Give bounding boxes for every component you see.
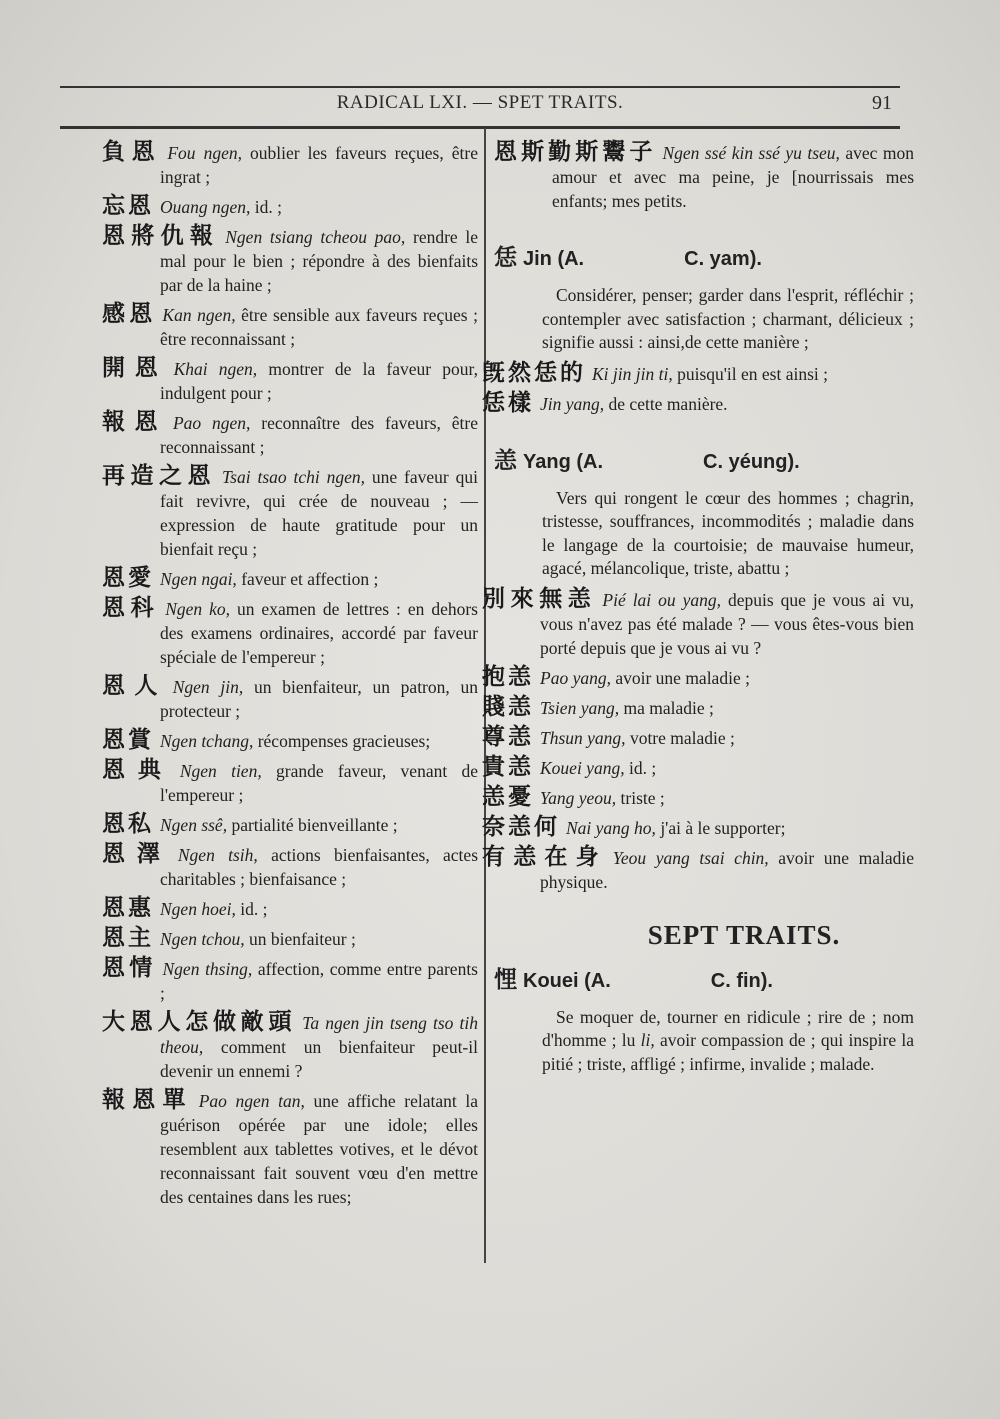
- definition-italic: li,: [640, 1030, 655, 1050]
- entry-definition: oublier les faveurs reçues, être ingrat ;: [160, 143, 478, 187]
- entry-romanization: Yang yeou,: [540, 787, 617, 808]
- radical-cantonese: C. fin).: [710, 969, 773, 992]
- entry-chinese: 恩將仇報: [102, 223, 220, 249]
- entry-chinese: 恩情: [102, 955, 157, 981]
- definition-part: avoir compassion de ; qui inspire la pitié ; triste, affligé ; infirme, invalide ; malade.: [542, 1030, 915, 1074]
- entry-definition: id. ;: [235, 899, 268, 919]
- entry-romanization: Kouei yang,: [540, 757, 625, 778]
- entry-romanization: Ouang ngen,: [160, 197, 251, 217]
- entry: [102, 464, 478, 561]
- entry-chinese: 旣然恁的: [482, 359, 586, 386]
- entry: [102, 758, 478, 807]
- entry-romanization: Ngen jin,: [172, 677, 244, 697]
- entry-romanization: Ngen ssé kin ssé yu tseu,: [662, 143, 840, 163]
- entry-chinese: 抱恙: [482, 663, 534, 690]
- entry-definition: puisqu'il en est ainsi ;: [672, 363, 829, 384]
- entry-chinese: 大恩人怎做敵頭: [102, 1009, 297, 1035]
- entry-romanization: Ngen thsing,: [162, 959, 253, 979]
- entry-chinese: 恩人: [102, 673, 167, 699]
- entry: [482, 663, 914, 690]
- entry-chinese: 恩主: [102, 925, 154, 951]
- entry-romanization: Pao ngen tan,: [198, 1091, 305, 1111]
- entry-romanization: Ngen tsiang tcheou pao,: [225, 227, 406, 247]
- entry-romanization: Ngen hoei,: [160, 899, 236, 919]
- radical-cantonese: C. yéung).: [703, 450, 800, 473]
- entry-romanization: Thsun yang,: [540, 727, 626, 748]
- entry: [102, 1088, 478, 1209]
- radical-cantonese: C. yam).: [684, 248, 762, 270]
- radical-definition: [542, 1006, 914, 1077]
- entry-romanization: Ngen ssê,: [160, 815, 228, 835]
- entry: [102, 224, 478, 297]
- entry: [102, 140, 478, 189]
- entry: [102, 896, 478, 921]
- entry-romanization: Ta ngen jin tseng tso tih theou,: [160, 1013, 478, 1057]
- entry-definition: avoir une maladie physique.: [540, 847, 915, 892]
- entry-romanization: Jin yang,: [540, 393, 605, 414]
- entry-definition: id. ;: [624, 757, 657, 778]
- entry-romanization: Ngen tien,: [179, 761, 262, 781]
- definition-part: Se moquer de, tourner en ridicule ; rire de ; nom d'homme ; lu: [542, 1006, 914, 1050]
- entry-chinese: 恙憂: [482, 783, 534, 810]
- entry: [482, 843, 915, 894]
- entry-definition: faveur et affection ;: [236, 569, 379, 589]
- radical-definition: Vers qui rongent le cœur des hommes ; chagrin, tristesse, souffrances, incommodités ; maladie dans le langage de la courtoisie; de mauvaise humeur, agacé, mélancolique, triste, abattu ;: [542, 487, 914, 578]
- entry-definition: de cette manière.: [604, 393, 728, 414]
- entry-romanization: Yeou yang tsai chin,: [612, 847, 769, 868]
- radical-definition: Considérer, penser; garder dans l'esprit, réfléchir ; contempler avec satisfaction ; charmant, délicieux ; signifie aussi : ainsi,de cette manière ;: [542, 285, 914, 352]
- entry-chinese: 負恩: [102, 139, 162, 165]
- entry-definition: triste ;: [616, 787, 665, 808]
- entry: [102, 842, 478, 891]
- entry: [482, 723, 914, 750]
- entry-chinese: 恩惠: [102, 895, 154, 921]
- entry: [102, 674, 478, 723]
- entry-definition: avoir une maladie ;: [610, 667, 750, 688]
- jin-entries: [482, 359, 914, 416]
- header-rule-bottom: [60, 126, 900, 129]
- entry-definition: grande faveur, venant de l'empereur ;: [160, 761, 479, 805]
- section-title: SEPT TRAITS.: [647, 919, 841, 950]
- entry: [482, 693, 914, 720]
- entry-chinese: 恩澤: [102, 841, 172, 867]
- entry-definition: un bienfaiteur, un patron, un protecteur ;: [160, 677, 478, 721]
- entry-romanization: Ki jin jin ti,: [592, 363, 673, 384]
- running-head: RADICAL LXI. — SPET TRAITS.: [336, 92, 624, 113]
- entry: [102, 1010, 478, 1083]
- entry-romanization: Tsien yang,: [540, 697, 620, 718]
- entry-romanization: Khai ngen,: [173, 359, 258, 379]
- header-rule-top: [60, 86, 900, 88]
- entry-romanization: Ngen tsih,: [177, 845, 258, 865]
- entry-romanization: Tsai tsao tchi ngen,: [222, 467, 366, 487]
- entry: [102, 410, 478, 459]
- entry-definition: récompenses gracieuses;: [253, 731, 431, 751]
- entry-definition: un bienfaiteur ;: [244, 929, 356, 949]
- entry: [102, 812, 478, 837]
- entry: [482, 813, 914, 840]
- entry-chinese: 有恙在身: [482, 843, 607, 870]
- entry-romanization: Ngen ko,: [165, 599, 230, 619]
- entry-romanization: Ngen tchou,: [160, 929, 245, 949]
- entry-definition: une faveur qui fait revivre, qui crée de nouveau ; — expression de haute gratitude pour un bienfait reçu ;: [160, 467, 478, 559]
- entry-chinese: 再造之恩: [102, 463, 217, 489]
- entry-definition: depuis que je vous ai vu, vous n'avez pas été malade ? — vous êtes-vous bien porté depuis que je vous ai vu ?: [540, 589, 915, 658]
- entry-chinese: 報恩單: [102, 1087, 193, 1113]
- entry-definition: partialité bienveillante ;: [227, 815, 398, 835]
- entry-chinese: 貴恙: [482, 753, 534, 780]
- entry-chinese: 報恩: [102, 409, 167, 435]
- entry: [102, 596, 478, 669]
- entry-definition: id. ;: [250, 197, 283, 217]
- entry-definition: avec mon amour et avec ma peine, je [nourrissais mes enfants; mes petits.: [552, 143, 914, 211]
- entry-romanization: Ngen ngai,: [160, 569, 237, 589]
- radical-heading-kouei: [494, 961, 914, 994]
- entry: [102, 926, 478, 951]
- entry: [102, 728, 478, 753]
- entry-romanization: Ngen tchang,: [160, 731, 254, 751]
- radical-name: Yang (A.: [523, 450, 604, 473]
- entry-definition: rendre le mal pour le bien ; répondre à des bienfaits par de la haine ;: [160, 227, 479, 295]
- entry-definition: une affiche relatant la guérison opérée par une idole; elles resemblent aux tablettes votives, et le dévot reconnaissant fait souvent vœu d'en mettre des centaines dans les rues;: [160, 1091, 479, 1207]
- entry: [482, 389, 914, 416]
- entry-chinese: 恩典: [102, 757, 174, 783]
- entry-definition: actions bienfaisantes, actes charitables ; bienfaisance ;: [160, 845, 478, 889]
- radical-heading-jin: [494, 239, 914, 272]
- entry-definition: comment un bienfaiteur peut-il devenir un ennemi ?: [160, 1037, 478, 1081]
- entry: [102, 956, 478, 1005]
- entry-chinese: 賤恙: [482, 693, 534, 720]
- entry-romanization: Pao ngen,: [172, 413, 251, 433]
- entry-chinese: 尊恙: [482, 723, 534, 750]
- entry: [482, 359, 914, 386]
- entry-chinese: 忘恩: [102, 193, 154, 219]
- entry-definition: reconnaître des faveurs, être reconnaissant ;: [160, 413, 478, 457]
- entry-chinese: 別來無恙: [482, 585, 597, 612]
- entry-definition: un examen de lettres : en dehors des examens ordinaires, accordé par faveur spéciale de l'empereur ;: [160, 599, 478, 667]
- entry-romanization: Kan ngen,: [162, 305, 236, 325]
- entry-definition: votre maladie ;: [625, 727, 735, 748]
- entry-romanization: Fou ngen,: [167, 143, 242, 163]
- entry: [102, 566, 478, 591]
- entry: [102, 302, 478, 351]
- entry-chinese: 奈恙何: [482, 813, 560, 840]
- entry: [482, 585, 915, 660]
- entry-definition: ma maladie ;: [619, 697, 714, 718]
- radical-name: Kouei (A.: [523, 969, 611, 992]
- entry-romanization: Pié lai ou yang,: [602, 589, 722, 610]
- entry-definition: affection, comme entre parents ;: [160, 959, 478, 1003]
- right-column: [482, 139, 915, 1082]
- radical-char: 恁: [494, 245, 517, 271]
- radical-char: 悝: [494, 966, 517, 993]
- entry-chinese: 恩斯勤斯鬻子: [494, 139, 657, 165]
- entry-chinese: 開恩: [102, 355, 168, 381]
- entry: [102, 194, 478, 219]
- entry-definition: être sensible aux faveurs reçues ; être reconnaissant ;: [160, 305, 478, 349]
- entry: [482, 783, 914, 810]
- entry-definition: j'ai à le supporter;: [655, 817, 786, 838]
- entry-chinese: 恁樣: [482, 389, 534, 416]
- page-number: 91: [872, 92, 892, 114]
- entry-chinese: 恩愛: [102, 565, 154, 591]
- entry: [482, 753, 914, 780]
- radical-name: Jin (A.: [523, 248, 585, 270]
- radical-char: 恙: [494, 447, 517, 474]
- radical-heading-yang: [494, 442, 914, 475]
- entry-chinese: 恩私: [102, 811, 154, 837]
- entry-chinese: 恩科: [102, 595, 160, 621]
- entry-romanization: Nai yang ho,: [566, 817, 656, 838]
- left-column: [102, 140, 478, 1214]
- entry: [102, 356, 478, 405]
- yang-entries: [482, 585, 915, 894]
- entry-definition: montrer de la faveur pour, indulgent pour ;: [160, 359, 478, 403]
- entry-romanization: Pao yang,: [540, 667, 611, 688]
- entry-chinese: 感恩: [102, 301, 157, 327]
- entry-chinese: 恩賞: [102, 727, 154, 753]
- entry: [494, 140, 914, 213]
